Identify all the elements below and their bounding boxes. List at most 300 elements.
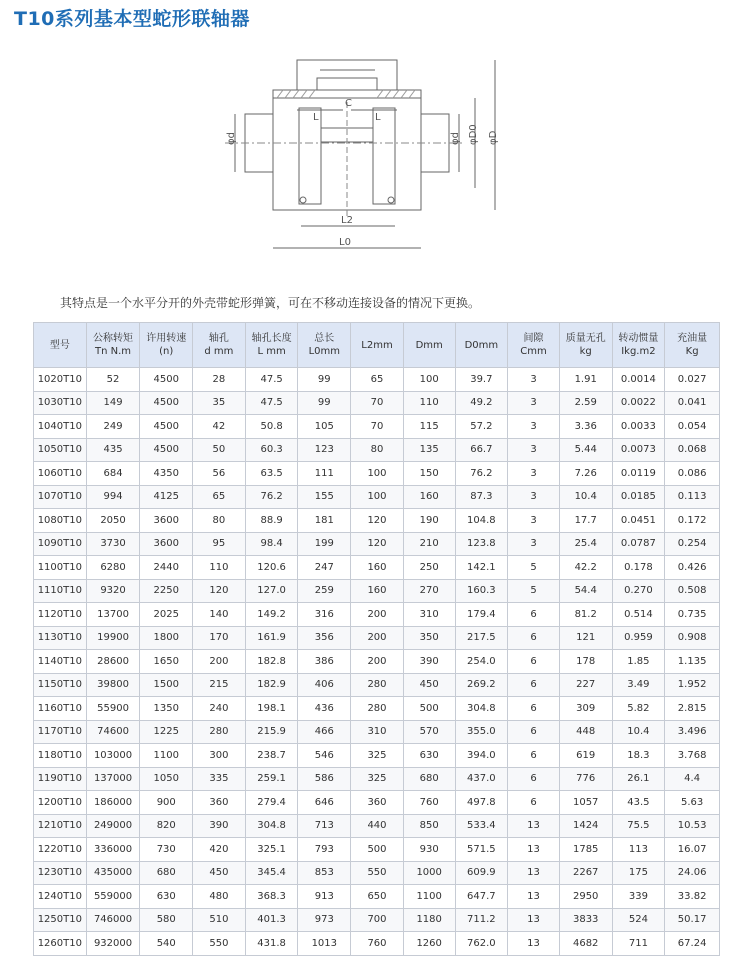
table-cell: 1100T10 xyxy=(34,556,87,580)
column-header xyxy=(559,323,612,368)
table-cell: 630 xyxy=(403,744,455,768)
table-cell: 80 xyxy=(193,509,246,533)
table-cell: 355.0 xyxy=(455,720,508,744)
table-cell: 80 xyxy=(351,438,404,462)
table-cell: 776 xyxy=(559,767,612,791)
table-cell: 66.7 xyxy=(455,438,508,462)
table-cell: 249 xyxy=(86,415,140,439)
table-cell: 6 xyxy=(508,603,560,627)
column-header-line: Tn N.m xyxy=(95,346,132,357)
table-cell: 1080T10 xyxy=(34,509,87,533)
column-header-line: L mm xyxy=(257,346,286,357)
table-cell: 345.4 xyxy=(245,861,298,885)
column-header-line: 型号 xyxy=(49,339,70,351)
table-cell: 42.2 xyxy=(559,556,612,580)
table-cell: 436 xyxy=(298,697,351,721)
table-row xyxy=(34,485,720,509)
table-cell: 0.068 xyxy=(665,438,720,462)
table-cell: 70 xyxy=(351,415,404,439)
table-cell: 161.9 xyxy=(245,626,298,650)
table-row xyxy=(34,650,720,674)
table-cell: 1500 xyxy=(140,673,193,697)
table-cell: 0.0451 xyxy=(612,509,665,533)
spec-table xyxy=(33,322,720,956)
table-cell: 0.0022 xyxy=(612,391,665,415)
table-cell: 60.3 xyxy=(245,438,298,462)
table-cell: 279.4 xyxy=(245,791,298,815)
table-cell: 450 xyxy=(403,673,455,697)
table-cell: 1225 xyxy=(140,720,193,744)
table-cell: 713 xyxy=(298,814,351,838)
table-cell: 175 xyxy=(612,861,665,885)
table-cell: 0.041 xyxy=(665,391,720,415)
table-cell: 9320 xyxy=(86,579,140,603)
table-cell: 250 xyxy=(403,556,455,580)
table-cell: 65 xyxy=(193,485,246,509)
table-cell: 497.8 xyxy=(455,791,508,815)
table-cell: 50.17 xyxy=(665,908,720,932)
column-header xyxy=(351,323,404,368)
column-header-line: Cmm xyxy=(520,346,547,357)
table-cell: 149 xyxy=(86,391,140,415)
table-cell: 57.2 xyxy=(455,415,508,439)
table-cell: 570 xyxy=(403,720,455,744)
table-cell: 760 xyxy=(351,932,404,956)
column-header-line: L2mm xyxy=(361,339,393,351)
table-cell: 247 xyxy=(298,556,351,580)
table-cell: 160 xyxy=(351,556,404,580)
housing-top xyxy=(297,60,397,90)
table-cell: 3 xyxy=(508,415,560,439)
table-cell: 259 xyxy=(298,579,351,603)
table-row xyxy=(34,861,720,885)
table-cell: 850 xyxy=(403,814,455,838)
table-cell: 448 xyxy=(559,720,612,744)
table-cell: 182.9 xyxy=(245,673,298,697)
table-cell: 762.0 xyxy=(455,932,508,956)
table-cell: 227 xyxy=(559,673,612,697)
table-cell: 81.2 xyxy=(559,603,612,627)
table-cell: 18.3 xyxy=(612,744,665,768)
table-cell: 5.63 xyxy=(665,791,720,815)
table-cell: 793 xyxy=(298,838,351,862)
table-cell: 2950 xyxy=(559,885,612,909)
table-cell: 1170T10 xyxy=(34,720,87,744)
label-l0: L0 xyxy=(339,237,351,248)
table-cell: 39.7 xyxy=(455,368,508,392)
table-cell: 155 xyxy=(298,485,351,509)
table-cell: 110 xyxy=(193,556,246,580)
table-cell: 2267 xyxy=(559,861,612,885)
table-cell: 0.0185 xyxy=(612,485,665,509)
table-cell: 1140T10 xyxy=(34,650,87,674)
table-cell: 325 xyxy=(351,744,404,768)
table-cell: 99 xyxy=(298,391,351,415)
table-cell: 339 xyxy=(612,885,665,909)
label-l-left: L xyxy=(313,112,319,123)
table-cell: 4500 xyxy=(140,391,193,415)
table-cell: 160.3 xyxy=(455,579,508,603)
table-cell: 2050 xyxy=(86,509,140,533)
table-row xyxy=(34,767,720,791)
table-cell: 300 xyxy=(193,744,246,768)
table-cell: 142.1 xyxy=(455,556,508,580)
table-cell: 1150T10 xyxy=(34,673,87,697)
table-cell: 182.8 xyxy=(245,650,298,674)
table-cell: 1190T10 xyxy=(34,767,87,791)
table-cell: 6280 xyxy=(86,556,140,580)
table-cell: 10.53 xyxy=(665,814,720,838)
table-cell: 178 xyxy=(559,650,612,674)
table-cell: 47.5 xyxy=(245,368,298,392)
table-cell: 13 xyxy=(508,932,560,956)
table-cell: 437.0 xyxy=(455,767,508,791)
table-cell: 0.0014 xyxy=(612,368,665,392)
table-cell: 853 xyxy=(298,861,351,885)
table-cell: 0.735 xyxy=(665,603,720,627)
column-header-line: Ikg.m2 xyxy=(621,346,656,357)
table-cell: 111 xyxy=(298,462,351,486)
column-header xyxy=(298,323,351,368)
table-cell: 1260 xyxy=(403,932,455,956)
table-cell: 65 xyxy=(351,368,404,392)
table-cell: 1120T10 xyxy=(34,603,87,627)
table-cell: 87.3 xyxy=(455,485,508,509)
table-cell: 1260T10 xyxy=(34,932,87,956)
page-title: T10系列基本型蛇形联轴器 xyxy=(14,8,250,30)
table-cell: 5.82 xyxy=(612,697,665,721)
table-row xyxy=(34,438,720,462)
table-cell: 0.172 xyxy=(665,509,720,533)
table-cell: 100 xyxy=(351,462,404,486)
table-cell: 150 xyxy=(403,462,455,486)
table-cell: 335 xyxy=(193,767,246,791)
table-cell: 4350 xyxy=(140,462,193,486)
table-cell: 54.4 xyxy=(559,579,612,603)
table-cell: 3600 xyxy=(140,532,193,556)
table-cell: 1020T10 xyxy=(34,368,87,392)
table-cell: 6 xyxy=(508,791,560,815)
table-cell: 13700 xyxy=(86,603,140,627)
table-cell: 540 xyxy=(140,932,193,956)
table-cell: 730 xyxy=(140,838,193,862)
label-d: φD xyxy=(488,130,499,145)
table-cell: 3 xyxy=(508,438,560,462)
table-cell: 0.027 xyxy=(665,368,720,392)
table-cell: 0.426 xyxy=(665,556,720,580)
table-cell: 994 xyxy=(86,485,140,509)
table-cell: 2.59 xyxy=(559,391,612,415)
table-cell: 550 xyxy=(193,932,246,956)
table-cell: 1100 xyxy=(403,885,455,909)
table-cell: 270 xyxy=(403,579,455,603)
column-header-line: Dmm xyxy=(415,339,443,351)
table-cell: 115 xyxy=(403,415,455,439)
table-cell: 13 xyxy=(508,908,560,932)
table-cell: 10.4 xyxy=(559,485,612,509)
table-cell: 1785 xyxy=(559,838,612,862)
table-cell: 932000 xyxy=(86,932,140,956)
table-cell: 1180T10 xyxy=(34,744,87,768)
table-cell: 310 xyxy=(403,603,455,627)
table-cell: 1240T10 xyxy=(34,885,87,909)
label-l2: L2 xyxy=(341,215,353,226)
table-cell: 13 xyxy=(508,814,560,838)
column-header xyxy=(193,323,246,368)
table-cell: 820 xyxy=(140,814,193,838)
column-header-line: d mm xyxy=(204,346,234,357)
table-cell: 435 xyxy=(86,438,140,462)
table-cell: 39800 xyxy=(86,673,140,697)
table-cell: 120 xyxy=(351,532,404,556)
table-cell: 1013 xyxy=(298,932,351,956)
table-row xyxy=(34,673,720,697)
table-cell: 350 xyxy=(403,626,455,650)
column-header-line: 轴孔 xyxy=(208,333,229,344)
table-cell: 6 xyxy=(508,650,560,674)
table-cell: 546 xyxy=(298,744,351,768)
table-cell: 360 xyxy=(193,791,246,815)
table-row xyxy=(34,415,720,439)
label-l-right: L xyxy=(375,112,381,123)
table-cell: 3 xyxy=(508,462,560,486)
table-cell: 0.178 xyxy=(612,556,665,580)
table-cell: 1250T10 xyxy=(34,908,87,932)
table-cell: 304.8 xyxy=(455,697,508,721)
table-cell: 510 xyxy=(193,908,246,932)
table-row xyxy=(34,509,720,533)
table-cell: 368.3 xyxy=(245,885,298,909)
table-cell: 1040T10 xyxy=(34,415,87,439)
table-cell: 1130T10 xyxy=(34,626,87,650)
table-cell: 680 xyxy=(403,767,455,791)
table-cell: 0.959 xyxy=(612,626,665,650)
table-cell: 394.0 xyxy=(455,744,508,768)
table-cell: 160 xyxy=(351,579,404,603)
column-header xyxy=(403,323,455,368)
table-cell: 5.44 xyxy=(559,438,612,462)
table-cell: 1350 xyxy=(140,697,193,721)
table-cell: 1000 xyxy=(403,861,455,885)
table-cell: 571.5 xyxy=(455,838,508,862)
table-cell: 100 xyxy=(403,368,455,392)
table-cell: 95 xyxy=(193,532,246,556)
table-cell: 386 xyxy=(298,650,351,674)
column-header xyxy=(665,323,720,368)
column-header-line: L0mm xyxy=(308,346,340,357)
table-cell: 210 xyxy=(403,532,455,556)
table-cell: 325.1 xyxy=(245,838,298,862)
table-cell: 524 xyxy=(612,908,665,932)
table-cell: 240 xyxy=(193,697,246,721)
table-cell: 6 xyxy=(508,720,560,744)
table-cell: 0.270 xyxy=(612,579,665,603)
table-cell: 684 xyxy=(86,462,140,486)
table-cell: 711 xyxy=(612,932,665,956)
table-cell: 0.086 xyxy=(665,462,720,486)
table-cell: 5 xyxy=(508,556,560,580)
table-cell: 104.8 xyxy=(455,509,508,533)
table-cell: 149.2 xyxy=(245,603,298,627)
table-cell: 4500 xyxy=(140,415,193,439)
table-cell: 586 xyxy=(298,767,351,791)
label-d-right: φd xyxy=(450,132,461,145)
table-cell: 42 xyxy=(193,415,246,439)
table-cell: 6 xyxy=(508,626,560,650)
table-cell: 120.6 xyxy=(245,556,298,580)
column-header xyxy=(140,323,193,368)
table-cell: 390 xyxy=(193,814,246,838)
table-cell: 186000 xyxy=(86,791,140,815)
table-cell: 280 xyxy=(351,697,404,721)
table-cell: 215 xyxy=(193,673,246,697)
table-cell: 5 xyxy=(508,579,560,603)
table-row xyxy=(34,532,720,556)
table-cell: 28 xyxy=(193,368,246,392)
table-cell: 559000 xyxy=(86,885,140,909)
table-cell: 74600 xyxy=(86,720,140,744)
table-row xyxy=(34,908,720,932)
table-cell: 6 xyxy=(508,697,560,721)
table-cell: 356 xyxy=(298,626,351,650)
column-header-line: (n) xyxy=(159,346,174,357)
table-cell: 259.1 xyxy=(245,767,298,791)
table-cell: 420 xyxy=(193,838,246,862)
table-cell: 0.0033 xyxy=(612,415,665,439)
table-cell: 137000 xyxy=(86,767,140,791)
table-cell: 630 xyxy=(140,885,193,909)
table-cell: 160 xyxy=(403,485,455,509)
table-cell: 680 xyxy=(140,861,193,885)
table-cell: 113 xyxy=(612,838,665,862)
table-cell: 325 xyxy=(351,767,404,791)
table-cell: 3.36 xyxy=(559,415,612,439)
table-cell: 98.4 xyxy=(245,532,298,556)
table-cell: 1180 xyxy=(403,908,455,932)
table-cell: 647.7 xyxy=(455,885,508,909)
table-cell: 913 xyxy=(298,885,351,909)
table-cell: 88.9 xyxy=(245,509,298,533)
table-cell: 110 xyxy=(403,391,455,415)
table-cell: 390 xyxy=(403,650,455,674)
coupling-drawing xyxy=(225,48,525,268)
table-row xyxy=(34,626,720,650)
table-row xyxy=(34,791,720,815)
table-cell: 200 xyxy=(351,626,404,650)
table-cell: 19900 xyxy=(86,626,140,650)
column-header-line: kg xyxy=(579,346,592,357)
column-header xyxy=(34,323,87,368)
table-cell: 1160T10 xyxy=(34,697,87,721)
table-cell: 550 xyxy=(351,861,404,885)
table-cell: 100 xyxy=(351,485,404,509)
table-cell: 0.0787 xyxy=(612,532,665,556)
table-cell: 13 xyxy=(508,861,560,885)
table-cell: 28600 xyxy=(86,650,140,674)
table-cell: 310 xyxy=(351,720,404,744)
table-cell: 190 xyxy=(403,509,455,533)
table-cell: 2440 xyxy=(140,556,193,580)
column-header xyxy=(455,323,508,368)
table-cell: 200 xyxy=(351,650,404,674)
table-cell: 200 xyxy=(193,650,246,674)
column-header-line: 轴孔长度 xyxy=(251,333,292,344)
table-cell: 3600 xyxy=(140,509,193,533)
table-cell: 140 xyxy=(193,603,246,627)
column-header xyxy=(612,323,665,368)
table-cell: 0.514 xyxy=(612,603,665,627)
table-header-row xyxy=(34,323,720,368)
table-cell: 1650 xyxy=(140,650,193,674)
table-cell: 650 xyxy=(351,885,404,909)
table-cell: 0.908 xyxy=(665,626,720,650)
table-cell: 123.8 xyxy=(455,532,508,556)
table-cell: 0.508 xyxy=(665,579,720,603)
table-cell: 336000 xyxy=(86,838,140,862)
table-cell: 199 xyxy=(298,532,351,556)
table-cell: 10.4 xyxy=(612,720,665,744)
table-cell: 304.8 xyxy=(245,814,298,838)
table-cell: 6 xyxy=(508,673,560,697)
table-cell: 360 xyxy=(351,791,404,815)
column-header-line: 间隙 xyxy=(523,333,544,344)
table-cell: 0.113 xyxy=(665,485,720,509)
label-d-left: φd xyxy=(226,132,237,145)
table-cell: 1.91 xyxy=(559,368,612,392)
table-cell: 2.815 xyxy=(665,697,720,721)
table-cell: 480 xyxy=(193,885,246,909)
table-row xyxy=(34,462,720,486)
table-row xyxy=(34,368,720,392)
table-cell: 55900 xyxy=(86,697,140,721)
table-cell: 450 xyxy=(193,861,246,885)
table-cell: 181 xyxy=(298,509,351,533)
table-cell: 1200T10 xyxy=(34,791,87,815)
table-cell: 249000 xyxy=(86,814,140,838)
table-cell: 4125 xyxy=(140,485,193,509)
table-cell: 35 xyxy=(193,391,246,415)
table-cell: 1030T10 xyxy=(34,391,87,415)
table-cell: 50 xyxy=(193,438,246,462)
table-cell: 198.1 xyxy=(245,697,298,721)
table-cell: 4.4 xyxy=(665,767,720,791)
table-cell: 76.2 xyxy=(455,462,508,486)
column-header xyxy=(86,323,140,368)
column-header-line: 许用转速 xyxy=(146,333,187,344)
table-cell: 3833 xyxy=(559,908,612,932)
column-header-line: D0mm xyxy=(464,339,499,351)
table-cell: 76.2 xyxy=(245,485,298,509)
column-header-line: 转动惯量 xyxy=(618,333,659,344)
table-cell: 0.054 xyxy=(665,415,720,439)
column-header-line: 总长 xyxy=(314,333,335,344)
table-cell: 1060T10 xyxy=(34,462,87,486)
table-row xyxy=(34,391,720,415)
table-cell: 63.5 xyxy=(245,462,298,486)
table-cell: 120 xyxy=(351,509,404,533)
table-cell: 3 xyxy=(508,485,560,509)
table-cell: 75.5 xyxy=(612,814,665,838)
column-header xyxy=(245,323,298,368)
table-cell: 3 xyxy=(508,391,560,415)
table-cell: 50.8 xyxy=(245,415,298,439)
table-cell: 49.2 xyxy=(455,391,508,415)
table-cell: 0.254 xyxy=(665,532,720,556)
table-cell: 24.06 xyxy=(665,861,720,885)
table-cell: 13 xyxy=(508,838,560,862)
table-cell: 1220T10 xyxy=(34,838,87,862)
table-cell: 47.5 xyxy=(245,391,298,415)
